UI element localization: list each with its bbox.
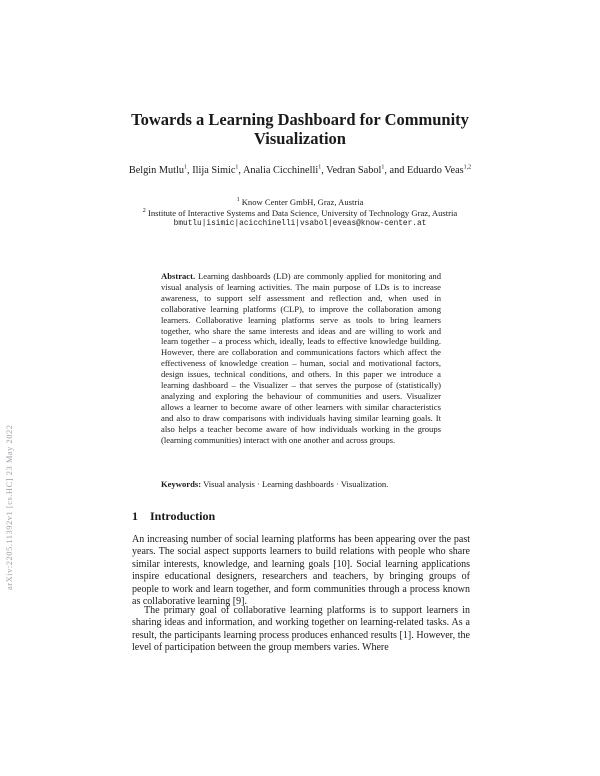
keywords-text: Visual analysis · Learning dashboards · Visualization. <box>203 479 389 489</box>
abstract-text: Learning dashboards (LD) are commonly applied for monitoring and visual analysis of learning activities. The main purpose of LDs is to increase awareness, to support self assessment and reflection and, when used in collaborative learning platforms (CLP), to improve the collaboration among learners. Collaborative learning platforms serve as tools to bring learners together, who share the same interests and ideas and are willing to work and learn together – a process which, ideally, leads to effective knowledge building. However, there are collaboration and communications factors which affect the effectiveness of knowledge creation – human, social and motivational factors, design issues, technical conditions, and others. In this paper we introduce a learning dashboard – the Visualizer – that serves the purpose of (statistically) analyzing and exploring the behaviour of communities and users. Visualizer allows a learner to become aware of other learners with similar characteristics and also to draw comparisons with individuals having similar learning goals. It also helps a teacher become aware of how individuals working in the groups (learning communities) interact with one another and across groups. <box>161 271 441 445</box>
abstract-label: Abstract. <box>161 271 196 281</box>
section-heading <box>132 509 215 524</box>
section-number: 1 <box>132 509 138 523</box>
keywords <box>161 479 441 490</box>
affiliation-text: Institute of Interactive Systems and Data Science, University of Technology Graz, Austria <box>147 208 458 218</box>
abstract <box>161 271 441 446</box>
affiliation-2 <box>120 208 480 219</box>
author-affil-mark: 1 <box>318 164 322 171</box>
affil-mark: 2 <box>142 208 146 215</box>
author-name: Analia Cicchinelli <box>242 165 319 176</box>
author-name: Belgin Mutlu <box>128 165 185 176</box>
affiliations <box>120 197 480 230</box>
author-affil-mark: 1,2 <box>463 164 472 171</box>
author-name: Vedran Sabol <box>326 165 382 176</box>
author-name: and Eduardo Veas <box>389 165 464 176</box>
keywords-label: Keywords: <box>161 479 202 489</box>
author-affil-mark: 1 <box>184 164 188 171</box>
affiliation-1 <box>120 197 480 208</box>
body-paragraph: The primary goal of collaborative learning platforms is to support learners in sharing ideas and information, and working together on learning-related tasks. As a result, the participants learning process produces enhanced results [1]. However, the level of participation between the group members varies. Where <box>132 605 470 654</box>
section-title: Introduction <box>150 509 216 523</box>
affil-mark: 1 <box>236 197 240 204</box>
arxiv-identifier[interactable]: arXiv:2205.11392v1 [cs.HC] 23 May 2022 <box>4 424 14 590</box>
arxiv-sidebar <box>4 360 18 590</box>
author-affil-mark: 1 <box>235 164 239 171</box>
paper-title: Towards a Learning Dashboard for Community Visualization <box>131 110 469 148</box>
author-affil-mark: 1 <box>381 164 385 171</box>
author-name: Ilija Simic <box>192 165 236 176</box>
body-paragraph: An increasing number of social learning platforms has been appearing over the past years. The social aspect supports learners to build relations with people who share similar interests, knowledge, and learning goals [10]. Social learning applications inspire educational designers, researchers and teachers, by bringing groups of people to work and learn together, and form communities through a process known as collaborative learning [9]. <box>132 534 470 608</box>
affiliation-text: Know Center GmbH, Graz, Austria <box>241 197 364 207</box>
email-address[interactable]: bmutlu|isimic|acicchinelli|vsabol|eveas@know-center.at <box>173 220 427 228</box>
author-list: Belgin Mutlu$^1$, Ilija Simic$^1$, Analia Cicchinelli$^1$, Vedran Sabol$^1$, and Eduardo Veas$^{1,2}$ <box>128 164 472 176</box>
